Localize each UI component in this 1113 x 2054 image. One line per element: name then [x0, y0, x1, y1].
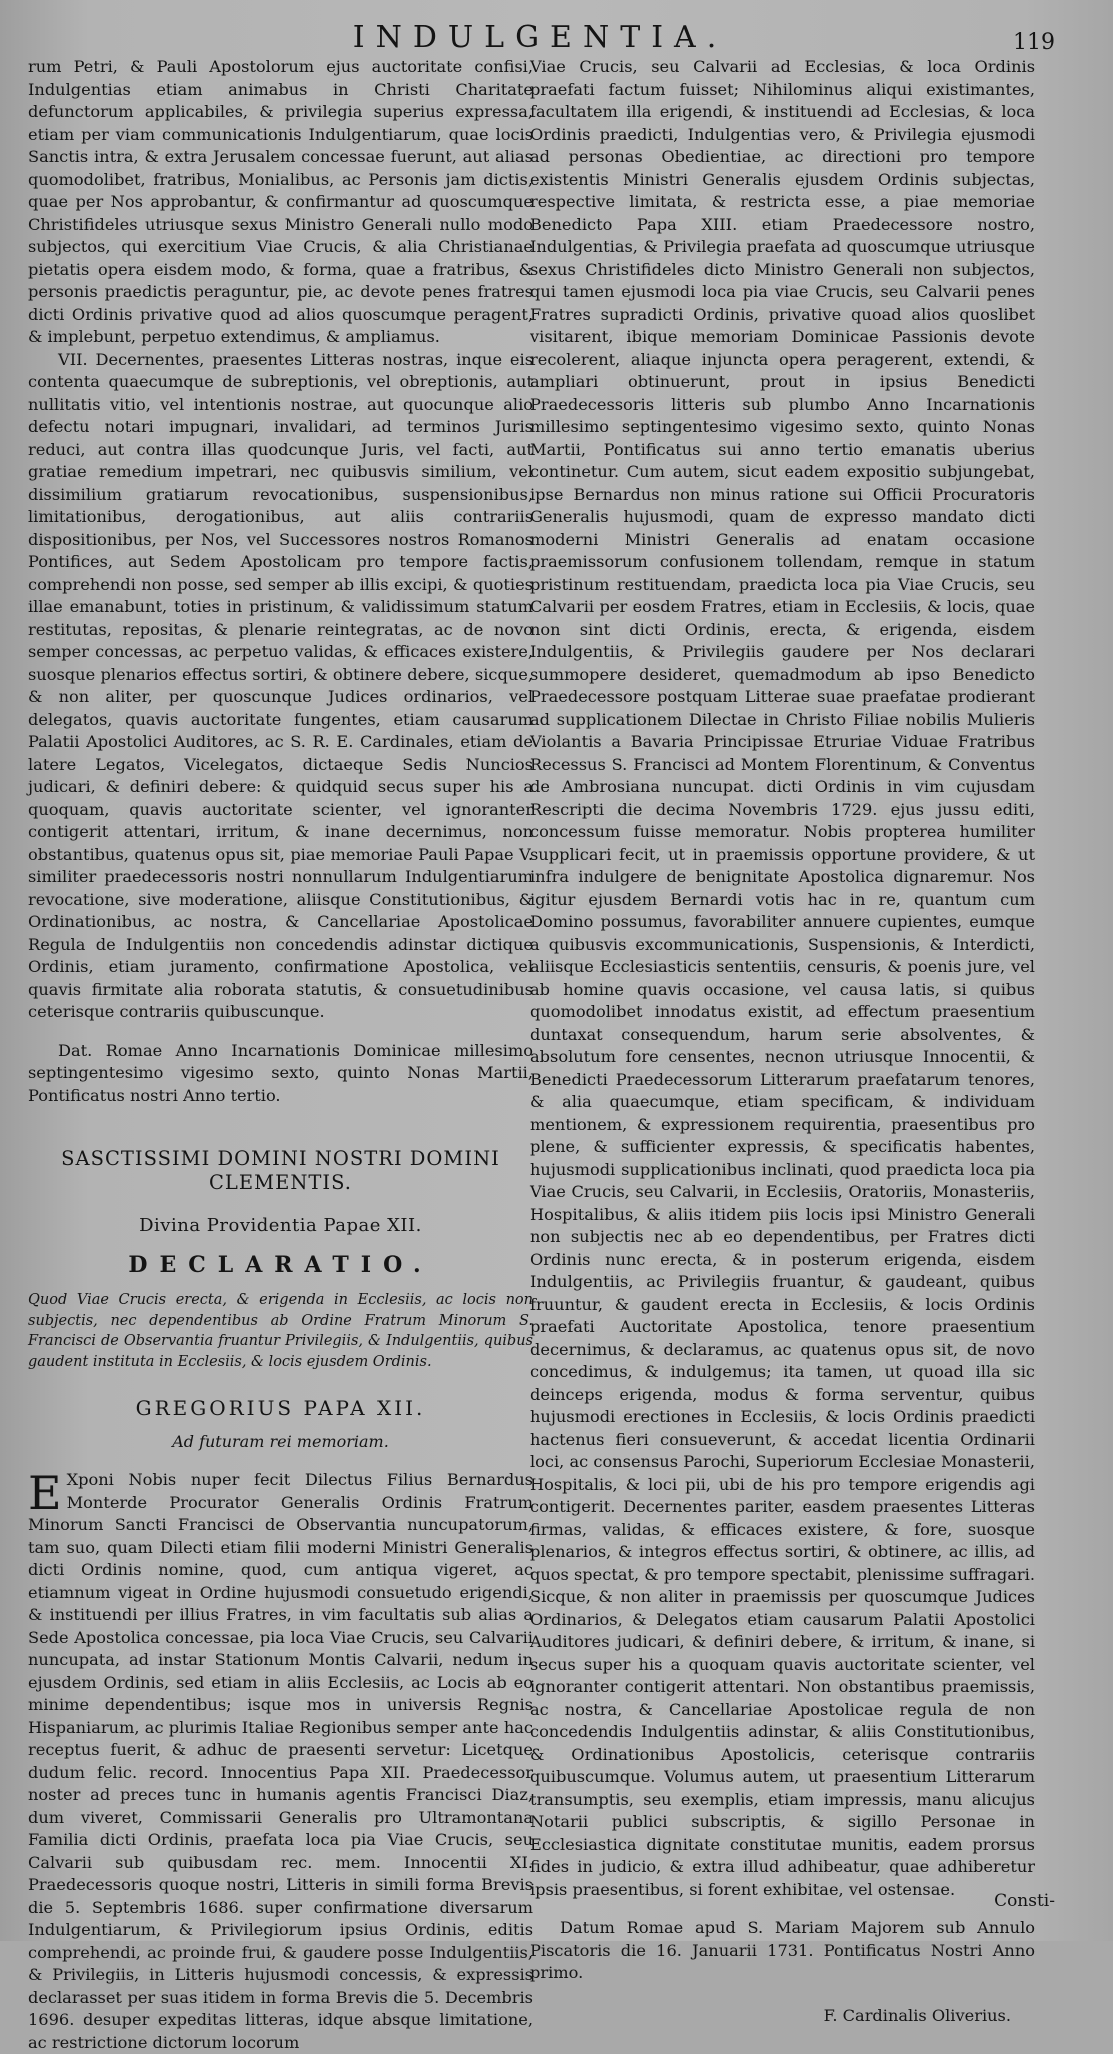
drop-cap: E: [28, 1466, 62, 1520]
summary-paragraph: Quod Viae Crucis erecta, & erigenda in Ecclesiis, ac locis non subjectis, nec dependentibus ab Ordine Fratrum Minorum S. Francisci de Observantia fruantur Privilegiis, & Indulgentiis, quibus gaudent instituta in Ecclesiis, & locis ejusdem Ordinis.: [28, 1292, 533, 1370]
paragraph-vii: VII. Decernentes, praesentes Litteras nostras, inque eis contenta quaecumque de subreptionis, vel obreptionis, aut nullitatis vitio, vel intentionis nostrae, aut quocunque alio defectu notari impugnari, invalidari, ad terminos Juris reduci, aut contra illas quodcunque Juris, vel facti, aut gratiae remedium impetrari, nec quibusvis similium, vel dissimilium gratiarum revocationibus, suspensionibus, limitationibus, derogationibus, aut aliis contrariis dispositionibus, per Nos, vel Successores nostros Romanos Pontifices, aut Sedem Apostolicam pro tempore factis, comprehendi non posse, sed semper ab illis excipi, & quoties illae emanabunt, toties in pristinum, & validissimum statum restitutas, repositas, & plenarie reintegratas, ac de novo semper concessas, ac perpetuo validas, & efficaces existere, suosque plenarios effectus sortiri, & obtinere debere, sicque, & non aliter, per quoscunque Judices ordinarios, vel delegatos, quavis auctoritate fungentes, etiam causarum Palatii Apostolici Auditores, ac S. R. E. Cardinales, etiam de latere Legatos, Vicelegatos, dictaeque Sedis Nuncios judicari, & definiri debere: & quidquid secus super his a quoquam, quavis auctoritate scienter, vel ignoranter contigerit attentari, irritum, & inane decernimus, non obstantibus, quatenus opus sit, piae memoriae Pauli Papae V. similiter praedecessoris nostri nonnullarum Indulgentiarum revocatione, sive moderatione, aliisque Constitutionibus, & Ordinationibus, ac nostra, & Cancellariae Apostolicae Regula de Indulgentiis non concedendis adinstar dictique Ordinis, etiam juramento, confirmatione Apostolica, vel quavis firmitate alia roborata statutis, & consuetudinibus ceterisque contrariis quibuscunque.: [28, 349, 533, 1021]
section-subheading: Divina Providentia Papae XII.: [139, 1215, 422, 1236]
body-paragraph-left: [28, 1466, 533, 2054]
dat-paragraph: Dat. Romae Anno Incarnationis Dominicae millesimo septingentesimo vigesimo sexto, quinto Nonas Martii, Pontificatus nostri Anno tertio.: [28, 1040, 533, 1105]
section-heading-line2: CLEMENTIS.: [209, 1171, 352, 1194]
continuation-paragraph: rum Petri, & Pauli Apostolorum ejus auctoritate confisi, Indulgentias etiam animabus in Christi Charitate defunctorum applicabiles, & privilegia superius expressa, etiam per viam communicationis Indulgentiarum, quae locis Sanctis intra, & extra Jerusalem concessae fuerunt, aut alias quomodolibet, fratribus, Monialibus, ac Personis jam dictis, quae per Nos approbantur, & confirmantur ad quoscumque Christifideles utriusque sexus Ministro Generali nullo modo subjectos, qui exercitium Viae Crucis, & alia Christianae pietatis opera eisdem modo, & forma, quae a fratribus, & personis praedictis peraguntur, pie, ac devote penes fratres dicti Ordinis privative quod ad alios quoscumque peragent, & implebunt, perpetuo extendimus, & ampliamus.: [28, 57, 533, 346]
pope-heading: GREGORIUS PAPA XII.: [135, 1396, 426, 1420]
page-number: 119: [1013, 30, 1055, 55]
running-head: INDULGENTIA.: [352, 20, 728, 55]
datum-paragraph: Datum Romae apud S. Mariam Majorem sub Annulo Piscatoris die 16. Januarii 1731. Pontificatus Nostri Anno primo.: [530, 1918, 1035, 1982]
body-paragraph-right: Viae Crucis, seu Calvarii ad Ecclesias, & loca Ordinis praefati factum fuisset; Nihilominus aliqui existimantes, facultatem illa erigendi, & instituendi ad Ecclesias, & loca Ordinis praedicti, Indulgentias vero, & Privilegia ejusmodi ad personas Obedientiae, ac directioni pro tempore existentis Ministri Generalis ejusdem Ordinis subjectas, respective limitata, & restricta esse, a piae memoriae Benedicto Papa XIII. etiam Praedecessore nostro, Indulgentias, & Privilegia praefata ad quoscumque utriusque sexus Christifideles dicto Ministro Generali non subjectos, qui tamen ejusmodi loca pia viae Crucis, seu Calvarii penes Fratres supradicti Ordinis, privative quoad alios quoslibet visitarent, ibique memoriam Dominicae Passionis devote recolerent, aliaque injuncta opera peragerent, extendi, & ampliari obtinuerunt, prout in ipsius Benedicti Praedecessoris litteris sub plumbo Anno Incarnationis millesimo septingentesimo vigesimo sexto, quinto Nonas Martii, Pontificatus sui anno tertio emanatis uberius continetur. Cum autem, sicut eadem expositio subjungebat, ipse Bernardus non minus ratione sui Officii Procuratoris Generalis hujusmodi, quam de expresso mandato dicti moderni Ministri Generalis ad enatam occasione praemissorum confusionem tollendam, remque in statum pristinum restituendam, praedicta loca pia Viae Crucis, seu Calvarii per eosdem Fratres, etiam in Ecclesiis, & locis, quae non sint dicti Ordinis, erecta, & erigenda, eisdem Indulgentiis, & Privilegiis gaudere per Nos declarari summopere desideret, quemadmodum ab ipso Benedicto Praedecessore postquam Litterae suae praefatae prodierant ad supplicationem Dilectae in Christo Filiae nobilis Mulieris Violantis a Bavaria Principissae Etruriae Viduae Fratribus Recessus S. Francisci ad Montem Florentinum, & Conventus de Ambrosiana nuncupat. dicti Ordinis in vim cujusdam Rescripti die decima Novembris 1729. ejus jussu editi, concessum fuisse memoratur. Nobis propterea humiliter supplicari fecit, ut in praemissis opportune providere, & ut infra indulgere de benignitate Apostolica dignaremur. Nos igitur ejusdem Bernardi votis hac in re, quantum cum Domino possumus, favorabiliter annuere cupientes, eumque a quibusvis excommunicationis, Suspensionis, & Interdicti, aliisque Ecclesiasticis sententiis, censuris, & poenis jure, vel ab homine quavis occasione, vel causa latis, si quibus quomodolibet innodatus existit, ad effectum praesentium duntaxat consequendum, harum serie absolventes, & absolutum fore censentes, necnon utriusque Innocentii, & Benedicti Praedecessorum Litterarum praefatarum tenores, & alia quaecumque, etiam specificam, & individuam mentionem, & expressionem requirentia, praesentibus pro plene, & sufficienter expressis, & specificatis habentes, hujusmodi supplicationibus inclinati, quod praedicta loca pia Viae Crucis, seu Calvarii, in Ecclesiis, Oratoriis, Monasteriis, Hospitalibus, & aliis itidem piis locis ipsi Ministro Generali non subjectis nec ab eo dependentibus, per Fratres dicti Ordinis nunc erecta, & in posterum erigenda, eisdem Indulgentiis, ac Privilegiis fruantur, & gaudeant, quibus fruuntur, & gaudent erecta in Ecclesiis, & locis Ordinis praefati Auctoritate Apostolica, tenore praesentium decernimus, & declaramus, ac quatenus opus sit, de novo concedimus, & indulgemus; ita tamen, ut quoad illa sic deinceps erigenda, modus & forma serventur, quibus hujusmodi erectiones in Ecclesiis, & locis Ordinis praedicti hactenus fieri consueverunt, & accedat licentia Ordinarii loci, ac consensus Parochi, Superiorum Ecclesiae Monasterii, Hospitalis, & loci pii, ubi de his pro tempore erigendis agi contigerit. Decernentes pariter, easdem praesentes Litteras firmas, validas, & efficaces existere, & fore, suosque plenarios, & integros effectus sortiri, & obtinere, ac illis, ad quos spectat, & pro tempore spectabit, plenissime suffragari. Sicque, & non aliter in praemissis per quoscumque Judices Ordinarios, & Delegatos etiam causarum Palatii Apostolici Auditores judicari, & definiri debere, & irritum, & inane, si secus super his a quoquam quavis auctoritate scienter, vel ignoranter contigerit attentari. Non obstantibus praemissis, ac nostra, & Cancellariae Apostolicae regula de non concedendis Indulgentiis adinstar, & aliis Constitutionibus, & Ordinationibus Apostolicis, ceterisque contrariis quibuscumque. Volumus autem, ut praesentium Litterarum transumptis, seu exemplis, etiam impressis, manu alicujus Notarii publici subscriptis, & sigillo Personae in Ecclesiastica dignitate constitutae munitis, eadem prorsus fides in judicio, & extra illud adhibeatur, quae adhiberetur ipsis praesentibus, si forent exhibitae, vel ostensae.: [530, 57, 1035, 1899]
catchword: Consti-: [994, 1891, 1055, 1911]
section-heading-line1: SASCTISSIMI DOMINI NOSTRI DOMINI: [61, 1147, 500, 1170]
ad-futuram-heading: Ad futuram rei memoriam.: [172, 1432, 389, 1451]
left-column: [28, 56, 533, 2052]
right-column: [530, 56, 1035, 2025]
signature-line: F. Cardinalis Oliverius.: [823, 2005, 1011, 2025]
body-text-left: Xponi Nobis nuper fecit Dilectus Filius Bernardus Monterde Procurator Generalis Ordinis Fratrum Minorum Sancti Francisci de Observantia nuncupatorum, tam suo, quam Dilecti etiam filii moderni Ministri Generalis dicti Ordinis nomine, quod, cum antiqua vigeret, ac etiamnum vigeat in Ordine hujusmodi consuetudo erigendi, & instituendi per illius Fratres, in vim facultatis sub alias a Sede Apostolica concessae, pia loca Viae Crucis, seu Calvarii nuncupata, ad instar Stationum Montis Calvarii, nedum in ejusdem Ordinis, sed etiam in aliis Ecclesiis, ac Locis ab eo minime dependentibus; isque mos in universis Regnis Hispaniarum, ac plurimis Italiae Regionibus semper ante hac receptus fuerit, & adhuc de praesenti servetur: Licetque dudum felic. record. Innocentius Papa XII. Praedecessor noster ad preces tunc in humanis agentis Francisci Diaz, dum viveret, Commissarii Generalis pro Ultramontana Familia dicti Ordinis, praefata loca pia Viae Crucis, seu Calvarii sub quibusdam rec. mem. Innocentii XI. Praedecessoris quoque nostri, Litteris in simili forma Brevis die 5. Septembris 1686. super confirmatione diversarum Indulgentiarum, & Privilegiorum ipsius Ordinis, editis comprehendi, ac proinde frui, & gaudere posse Indulgentiis, & Privilegiis, in Litteris hujusmodi concessis, & expressis declarasset per suas itidem in forma Brevis die 5. Decembris 1696. desuper expeditas litteras, idque absque limitatione, ac restrictione dictorum locorum: [28, 1470, 533, 2052]
section-heading: [28, 1147, 533, 1195]
declaratio-heading: DECLARATIO.: [128, 1252, 433, 1278]
